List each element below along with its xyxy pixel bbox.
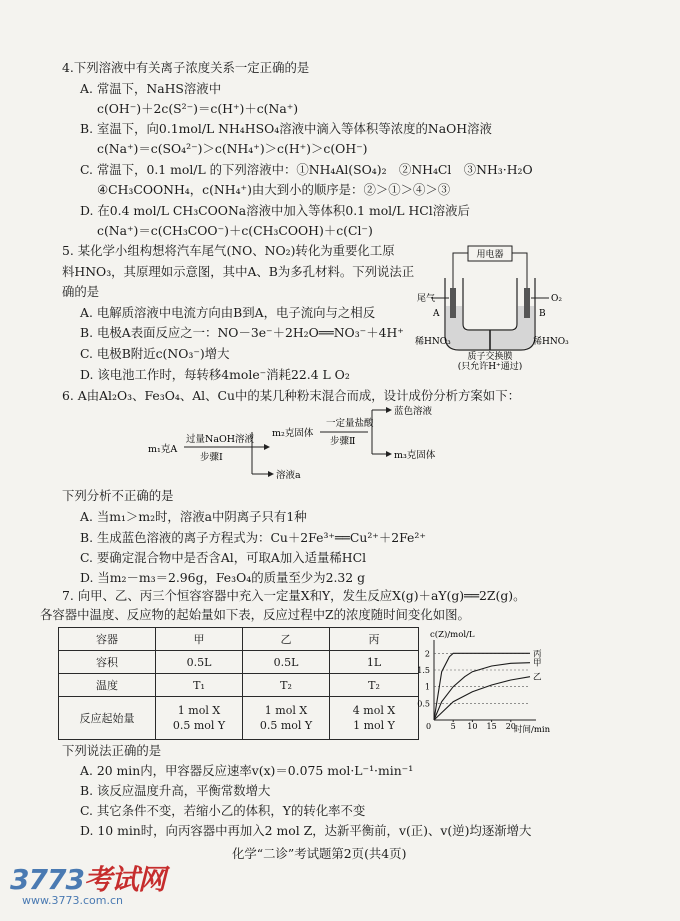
- table-cell: [156, 697, 243, 740]
- chart-x-tick-label: 10: [467, 722, 478, 731]
- start-value-x: 4 mol X: [352, 704, 396, 717]
- table-row: [59, 651, 419, 674]
- concentration-time-chart: [410, 628, 560, 740]
- electrode-a-label: A: [433, 309, 440, 319]
- q5-option-c: C. 电极B附近c(NO₃⁻)增大: [80, 346, 230, 361]
- table-cell: 反应起始量: [59, 697, 156, 740]
- site-watermark: [10, 858, 165, 907]
- q5-option-d: D. 该电池工作时，每转移4mole⁻消耗22.4 L O₂: [80, 367, 350, 382]
- electrode-b: [524, 288, 530, 318]
- chart-series-label: 甲: [533, 658, 542, 669]
- flow-solution-a: 溶液a: [276, 470, 301, 481]
- electrode-b-label: B: [539, 309, 546, 319]
- q6-option-b: B. 生成蓝色溶液的离子方程式为：Cu＋2Fe³⁺══Cu²⁺＋2Fe²⁺: [80, 530, 426, 545]
- start-value-y: 1 mol Y: [353, 719, 395, 732]
- q5-stem-line1: 5. 某化学小组构想将汽车尾气(NO、NO₂)转化为重要化工原: [62, 243, 395, 258]
- table-cell: 0.5L: [243, 651, 330, 674]
- q4-option-d: D. 在0.4 mol/L CH₃COONa溶液中加入等体积0.1 mol/L HCl溶液后: [80, 203, 470, 218]
- flow-reagent1: 过量NaOH溶液: [186, 434, 255, 445]
- analysis-flowchart: [140, 402, 460, 490]
- table-cell: 温度: [59, 674, 156, 697]
- table-cell: T₂: [330, 674, 419, 697]
- flow-step2: 步骤Ⅱ: [330, 436, 356, 447]
- table-cell: 容积: [59, 651, 156, 674]
- q4-option-a-formula: c(OH⁻)＋2c(S²⁻)＝c(H⁺)＋c(Na⁺): [97, 101, 299, 116]
- watermark-url: www.3773.com.cn: [22, 894, 123, 907]
- chart-x-tick-label: 20: [505, 722, 516, 731]
- flow-solid3: m₃克固体: [394, 450, 436, 461]
- table-header-cell: 甲: [156, 628, 243, 651]
- u-tube-inner: [463, 278, 517, 330]
- q4-option-b: B. 室温下，向0.1mol/L NH₄HSO₄溶液中滴入等体积等浓度的NaOH溶液: [80, 121, 492, 136]
- q7-option-b: B. 该反应温度升高，平衡常数增大: [80, 783, 271, 798]
- chart-x-tick-label: 0: [426, 722, 432, 731]
- q6-stem: 6. A由Al₂O₃、Fe₃O₄、Al、Cu中的某几种粉末混合而成，设计成份分析方案如下：: [62, 388, 520, 403]
- table-row: [59, 697, 419, 740]
- q4-option-c-order: ④CH₃COONH₄，c(NH₄⁺)由大到小的顺序是：②＞①＞④＞③: [97, 182, 451, 197]
- start-value-x: 1 mol X: [177, 704, 221, 717]
- o2-label: O₂: [551, 294, 562, 304]
- membrane-label: 质子交换膜: [467, 352, 513, 362]
- q4-option-a: A. 常温下，NaHS溶液中: [80, 81, 222, 96]
- container-table: [58, 627, 419, 740]
- flow-arrowhead-solution: [268, 471, 274, 477]
- q7-prompt: 下列说法正确的是: [62, 743, 162, 758]
- chart-axes: [434, 640, 536, 720]
- start-value-y: 0.5 mol Y: [172, 719, 226, 732]
- chart-y-tick-label: 1.5: [417, 666, 430, 675]
- start-value-y: 0.5 mol Y: [259, 719, 313, 732]
- q5-stem-line2: 料HNO₃，其原理如示意图，其中A、B为多孔材料。下列说法正: [62, 264, 415, 279]
- watermark-logo: [10, 863, 165, 896]
- table-cell: [243, 697, 330, 740]
- q7-option-a: A. 20 min内，甲容器反应速率v(x)＝0.075 mol·L⁻¹·min⁻¹: [80, 763, 414, 778]
- watermark-brand: 考试网: [83, 863, 165, 896]
- chart-series-label: 乙: [533, 672, 542, 683]
- q6-option-d: D. 当m₂－m₃＝2.96g，Fe₃O₄的质量至少为2.32 g: [80, 570, 366, 585]
- right-acid-label: 稀HNO₃: [533, 337, 569, 347]
- table-cell: T₁: [156, 674, 243, 697]
- exhaust-label: 尾气: [417, 294, 436, 304]
- q7-stem-line2: 各容器中温度、反应物的起始量如下表，反应过程中Z的浓度随时间变化如图。: [40, 607, 470, 622]
- chart-y-tick-label: 1: [424, 682, 430, 692]
- chart-series-line: [434, 663, 530, 720]
- fuel-cell-diagram: [415, 238, 570, 370]
- table-row: [59, 674, 419, 697]
- table-cell: 1L: [330, 651, 419, 674]
- q6-option-c: C. 要确定混合物中是否含Al，可取A加入适量稀HCl: [80, 550, 367, 565]
- table-header-cell: 丙: [330, 628, 419, 651]
- table-header-cell: 乙: [243, 628, 330, 651]
- q5-option-a: A. 电解质溶液中电流方向由B到A，电子流向与之相反: [80, 305, 376, 320]
- q7-option-d: D. 10 min时，向丙容器中再加入2 mol Z，达新平衡前，v(正)、v(逆)均逐渐增大: [80, 823, 532, 838]
- q5-stem-line3: 确的是: [62, 284, 100, 299]
- appliance-label: 用电器: [476, 250, 504, 260]
- q4-option-d-formula: c(Na⁺)＝c(CH₃COO⁻)＋c(CH₃COOH)＋c(Cl⁻): [97, 223, 373, 238]
- electrode-a: [450, 288, 456, 318]
- q4-option-b-formula: c(Na⁺)＝c(SO₄²⁻)＞c(NH₄⁺)＞c(H⁺)＞c(OH⁻): [97, 141, 368, 156]
- q4-option-c: C. 常温下，0.1 mol/L 的下列溶液中：①NH₄Al(SO₄)₂ ②NH₄Cl ③NH₃·H₂O: [80, 162, 533, 177]
- flow-arrowhead-blue: [386, 407, 392, 413]
- table-header-row: [59, 628, 419, 651]
- q6-option-a: A. 当m₁＞m₂时，溶液a中阴离子只有1种: [80, 509, 307, 524]
- chart-series: [434, 649, 542, 720]
- chart-xlabel: 时间/min: [514, 725, 551, 735]
- chart-x-tick-label: 15: [486, 722, 497, 731]
- flow-reagent2: 一定量盐酸: [326, 418, 374, 429]
- table-cell: T₂: [243, 674, 330, 697]
- table-cell: 0.5L: [156, 651, 243, 674]
- chart-series-line: [434, 677, 530, 720]
- start-value-x: 1 mol X: [264, 704, 308, 717]
- watermark-digits: 3773: [10, 863, 84, 896]
- flow-blue-solution: 蓝色溶液: [394, 406, 433, 417]
- table-cell: [330, 697, 419, 740]
- q5-option-b: B. 电极A表面反应之一：NO－3e⁻＋2H₂O══NO₃⁻＋4H⁺: [80, 325, 404, 340]
- left-acid-label: 稀HNO₃: [415, 337, 451, 347]
- flow-start: m₁克A: [148, 444, 178, 455]
- flow-arrowhead-solid3: [386, 451, 392, 457]
- chart-series-label: 丙: [533, 649, 542, 660]
- flow-solid2: m₂克固体: [272, 428, 314, 439]
- chart-ylabel: c(Z)/mol/L: [430, 630, 475, 640]
- q7-stem-line1: 7. 向甲、乙、丙三个恒容容器中充入一定量X和Y，发生反应X(g)＋aY(g)══2Z(g)。: [62, 588, 526, 603]
- chart-y-tick-label: 2: [424, 649, 430, 659]
- chart-x-tick-label: 5: [450, 722, 456, 731]
- q7-option-c: C. 其它条件不变，若缩小乙的体积，Y的转化率不变: [80, 803, 366, 818]
- flow-arrowhead1: [264, 444, 270, 450]
- table-header-cell: 容器: [59, 628, 156, 651]
- flow-step1: 步骤Ⅰ: [200, 452, 223, 463]
- q6-prompt: 下列分析不正确的是: [62, 488, 174, 503]
- membrane-note: (只允许H⁺通过): [457, 362, 523, 370]
- q4-stem: 4.下列溶液中有关离子浓度关系一定正确的是: [62, 60, 310, 75]
- chart-y-tick-label: 0.5: [417, 699, 430, 709]
- page-footer: 化学“二诊”考试题第2页(共4页): [232, 846, 407, 861]
